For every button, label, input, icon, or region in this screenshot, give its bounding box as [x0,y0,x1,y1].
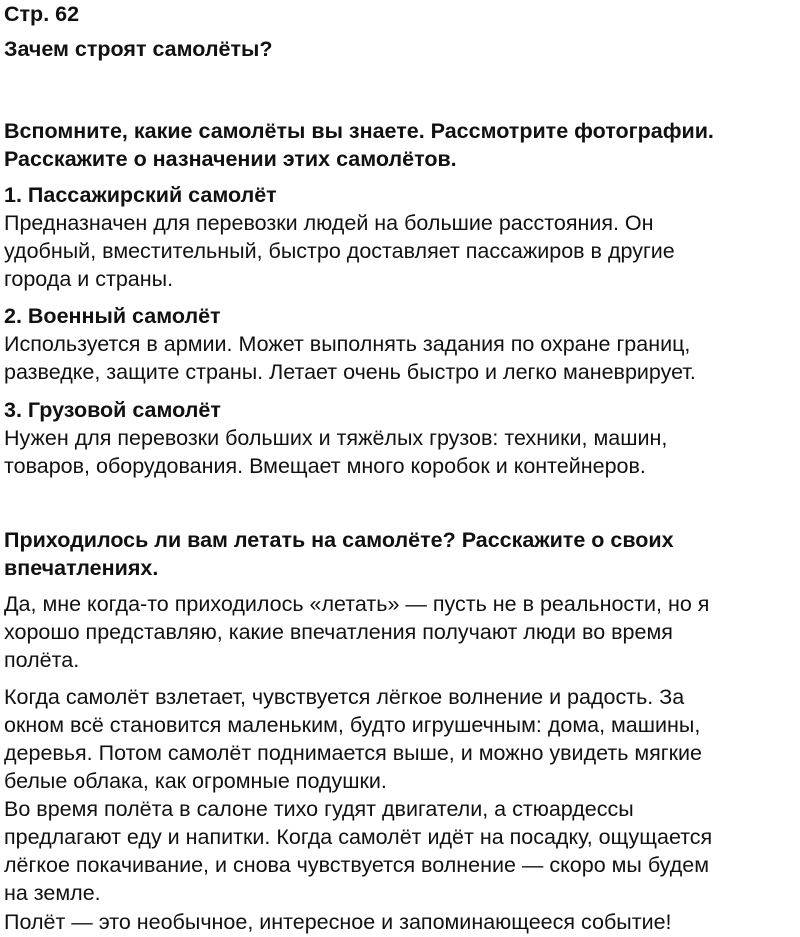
answer-line: белые облака, как огромные подушки. [4,769,387,793]
page-number: Стр. 62 [4,2,80,26]
item-line: товаров, оборудования. Вмещает много коробок и контейнеров. [4,454,646,478]
answer-line: предлагают еду и напитки. Когда самолёт идёт на посадку, ощущается [4,825,713,849]
item-line: разведке, защите страны. Летает очень быстро и легко маневрирует. [4,360,696,384]
answer-line: Полёт — это необычное, интересное и запоминающееся событие! [4,910,672,934]
answer-line: Во время полёта в салоне тихо гудят двигатели, а стюардессы [4,797,634,821]
answer-line: полёта. [4,648,80,672]
question-line: Вспомните, какие самолёты вы знаете. Рассмотрите фотографии. [4,119,714,143]
item-cargo [4,396,800,480]
answer-line: хорошо представляю, какие впечатления получают люди во время [4,620,673,644]
task2-question [4,526,800,582]
item-heading: 2. Военный самолёт [4,304,221,328]
answer-paragraph-1 [4,590,800,674]
answer-line: окном всё становится маленьким, будто игрушечным: дома, машины, [4,713,701,737]
question-line: Расскажите о назначении этих самолётов. [4,147,457,171]
item-line: Используется в армии. Может выполнять задания по охране границ, [4,332,691,356]
item-heading: 1. Пассажирский самолёт [4,183,277,207]
answer-line: на земле. [4,881,101,905]
item-line: удобный, вместительный, быстро доставляет пассажиров в другие [4,239,675,263]
item-passenger [4,181,800,293]
title-text: Зачем строят самолёты? [4,37,273,61]
item-line: Нужен для перевозки больших и тяжёлых грузов: техники, машин, [4,426,668,450]
item-line: Предназначен для перевозки людей на большие расстояния. Он [4,211,654,235]
answer-paragraph-2 [4,683,800,907]
task1-question [4,117,800,173]
question-line: впечатлениях. [4,556,159,580]
item-military [4,302,800,386]
answer-line: Да, мне когда-то приходилось «летать» — пусть не в реальности, но я [4,592,710,616]
item-heading: 3. Грузовой самолёт [4,398,221,422]
answer-line: лёгкое покачивание, и снова чувствуется волнение — скоро мы будем [4,853,709,877]
page-label [4,0,800,28]
question-line: Приходилось ли вам летать на самолёте? Расскажите о своих [4,528,674,552]
page-title [4,35,800,63]
answer-line: Когда самолёт взлетает, чувствуется лёгкое волнение и радость. За [4,685,685,709]
answer-paragraph-3 [4,908,800,936]
answer-line: деревья. Потом самолёт поднимается выше, и можно увидеть мягкие [4,741,703,765]
item-line: города и страны. [4,267,174,291]
